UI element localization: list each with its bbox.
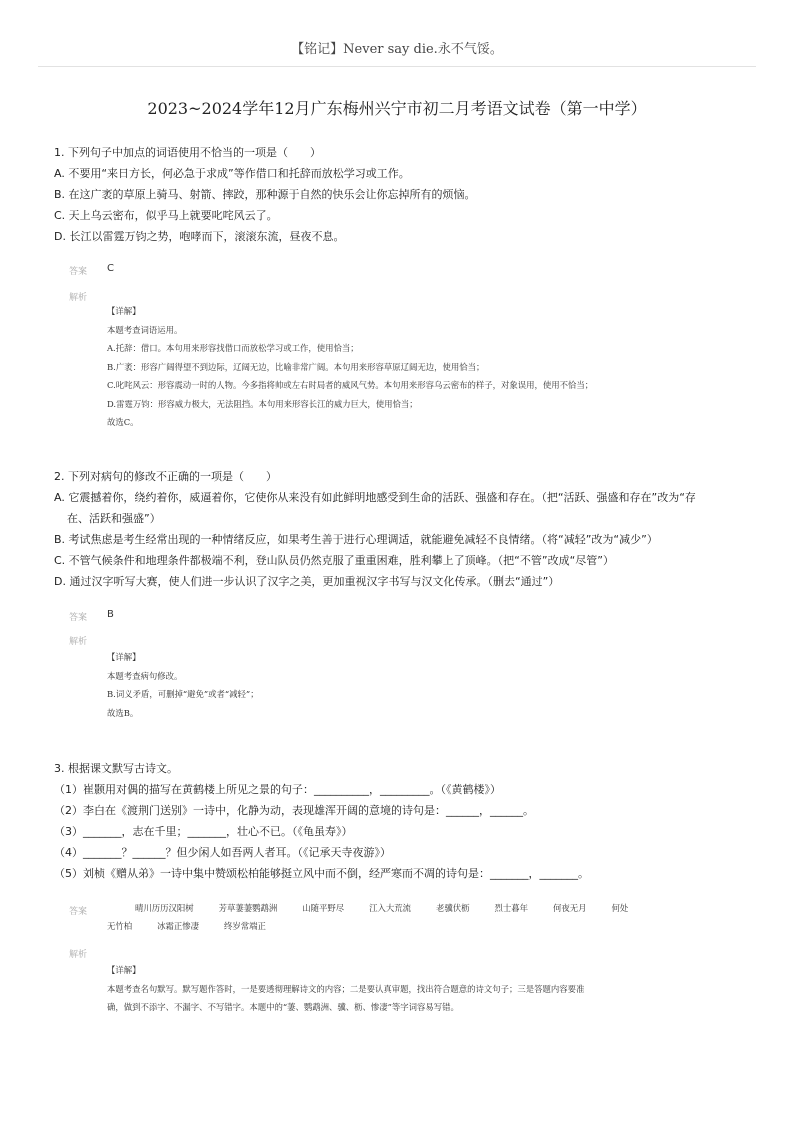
explanation-line: D.雷霆万钧：形容威力极大，无法阻挡。本句用来形容长江的威力巨大，使用恰当；	[107, 398, 418, 409]
explanation-line: A.托辞：借口。本句用来形容找借口而放松学习或工作，使用恰当；	[107, 343, 359, 353]
option-b: B. 在这广袤的草原上骑马、射箭、摔跤，那种源于自然的快乐会让你忘掉所有的烦恼。	[54, 188, 476, 201]
option-d: D. 长江以雷霆万钧之势，咆哮而下，滚滚东流，昼夜不息。	[54, 230, 345, 243]
option-a-continued: 在、活跃和强盛”）	[67, 512, 161, 525]
answer-item: 江入大荒流	[369, 903, 411, 913]
answer-item: 冰霜正惨凄	[157, 921, 199, 931]
explanation-line: 本题考查名句默写。默写题作答时，一是要透彻理解诗文的内容；二是要认真审题，找出符合题意的诗文句子；三是答题内容要准	[107, 983, 585, 994]
analysis-label: 解析	[69, 950, 88, 960]
question-stem: 2. 下列对病句的修改不正确的一项是（ ）	[54, 470, 277, 483]
explanation-line: 本题考查病句修改。	[107, 670, 183, 681]
option-d: D. 通过汉字听写大赛，使人们进一步认识了汉字之美，更加重视汉字书写与汉文化传承。（删去“通过”）	[54, 575, 560, 588]
answer-item: 无竹柏	[107, 921, 133, 931]
answer-item: 芳草萋萋鹦鹉洲	[218, 903, 278, 913]
answer-label: 答案	[69, 267, 88, 277]
fill-item-2: （2）李白在《渡荆门送别》一诗中，化静为动，表现雄浑开阔的意境的诗句是：______，______。	[54, 804, 534, 817]
explanation-line: 本题考查词语运用。	[107, 324, 183, 335]
analysis-label: 解析	[69, 293, 88, 303]
question-1	[54, 142, 744, 247]
fill-item-5: （5）刘桢《赠从弟》一诗中集中赞颂松柏能够挺立风中而不倒，经严寒而不凋的诗句是：_______，_______。	[54, 867, 589, 880]
answer-values-3	[135, 899, 755, 917]
option-c: C. 天上乌云密布，似乎马上就要叱咤风云了。	[54, 209, 278, 222]
explanation-line: B.广袤：形容广阔得望不到边际，辽阔无边，比喻非常广阔。本句用来形容草原辽阔无边，使用恰当；	[107, 361, 485, 372]
fill-item-4: （4）_______？______？但少闲人如吾两人者耳。（《记承天寺夜游》）	[54, 846, 391, 859]
answer-item: 烈士暮年	[494, 903, 528, 913]
answer-item: 终岁常端正	[224, 921, 266, 931]
explanation-3	[107, 961, 727, 1017]
answer-value: C	[107, 263, 114, 274]
answer-item: 何夜无月	[553, 903, 587, 913]
option-c: C. 不管气候条件和地理条件都极端不利，登山队员仍然克服了重重困难，胜利攀上了顶峰。（把“不管”改成“尽管”）	[54, 554, 614, 567]
page-motto: 【铭记】Never say die.永不气馁。	[291, 42, 503, 57]
exam-title: 2023~2024学年12月广东梅州兴宁市初二月考语文试卷（第一中学）	[147, 99, 647, 118]
explanation-line: 故选B。	[107, 707, 139, 718]
explanation-line: 【详解】	[107, 965, 141, 975]
explanation-line: 【详解】	[107, 652, 141, 662]
explanation-1	[107, 302, 727, 432]
answer-value: B	[107, 609, 114, 620]
answer-values-3-continued	[107, 917, 727, 935]
explanation-line: B.词义矛盾，可删掉“避免”或者“减轻”；	[107, 689, 259, 699]
answer-label: 答案	[69, 907, 88, 917]
answer-item: 晴川历历汉阳树	[135, 903, 194, 913]
explanation-line: 故选C。	[107, 417, 139, 427]
option-b: B. 考试焦虑是考生经常出现的一种情绪反应，如果考生善于进行心理调适，就能避免减轻不良情绪。（将“减轻”改为“减少”）	[54, 533, 658, 546]
answer-item: 山随平野尽	[302, 903, 345, 913]
explanation-2	[107, 648, 727, 722]
analysis-label: 解析	[69, 637, 88, 647]
fill-item-1: （1）崔颢用对偶的描写在黄鹤楼上所见之景的句子：__________，_________。（《黄鹤楼》）	[54, 783, 501, 796]
fill-item-3: （3）_______，志在千里；_______，壮心不已。（《龟虽寿》）	[54, 825, 353, 838]
answer-row	[135, 899, 755, 917]
question-3	[54, 758, 744, 884]
header-divider	[38, 66, 756, 67]
question-stem: 3. 根据课文默写古诗文。	[54, 762, 178, 775]
explanation-line: 【详解】	[107, 306, 141, 316]
question-2	[54, 466, 744, 592]
question-stem: 1. 下列句子中加点的词语使用不恰当的一项是（ ）	[54, 146, 321, 159]
option-a: A. 不要用“来日方长，何必急于求成”等作借口和托辞而放松学习或工作。	[54, 167, 410, 180]
explanation-line: 确，做到不添字、不漏字、不写错字。本题中的“萋、鹦鹉洲、骥、枥、惨凄”等字词容易写错。	[107, 1002, 459, 1012]
explanation-line: C.叱咤风云：形容震动一时的人物。今多指将帅或左右时局者的威风气势。本句用来形容乌云密布的样子，对象误用，使用不恰当；	[107, 380, 594, 390]
answer-item: 何处	[611, 903, 629, 913]
answer-item: 老骥伏枥	[436, 903, 470, 913]
option-a: A. 它震撼着你，绕约着你，威逼着你，它使你从来没有如此鲜明地感受到生命的活跃、强盛和存在。（把“活跃、强盛和存在”改为“存	[54, 491, 696, 504]
answer-row	[107, 917, 727, 935]
answer-label: 答案	[69, 613, 88, 623]
